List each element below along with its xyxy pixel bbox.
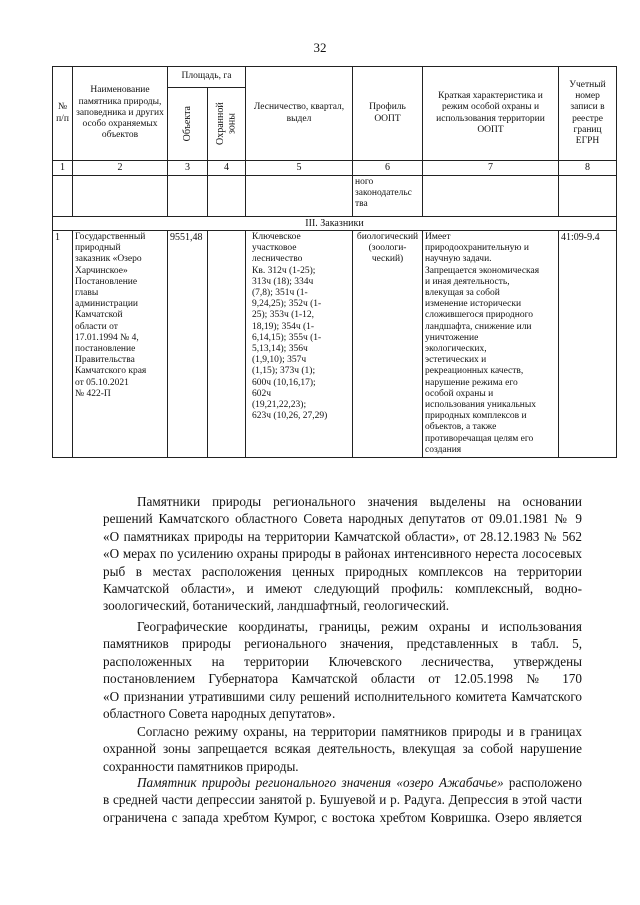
- row-forestry-line: (1,9,10); 357ч: [252, 355, 307, 366]
- row-name-line: Государственный: [75, 232, 146, 242]
- col-num: 1: [53, 161, 73, 176]
- paragraph-line: решений Камчатского областного Совета народных депутатов от 09.01.1981 № 9: [103, 511, 582, 527]
- col-num: 8: [559, 161, 617, 176]
- col-num: 2: [73, 161, 168, 176]
- section-title: III. Заказники: [53, 216, 617, 231]
- paragraph-line: «О мерах по усилению охраны природы в районах интенсивного нереста лососевых: [103, 546, 582, 562]
- row-name-line: природный: [75, 243, 121, 254]
- row-forestry-line: участковое: [252, 243, 297, 254]
- row-description-line: особой охраны и: [425, 388, 494, 399]
- row-forestry-line: (19,21,22,23);: [252, 400, 307, 411]
- paragraph-line: зоологический, ботанический, ландшафтный, геологический.: [103, 598, 450, 614]
- header-egrn: Учетный номер записи в реестре границ ЕГРН: [559, 67, 617, 161]
- row-description-line: нарушение режима его: [425, 377, 518, 388]
- paragraph-line: Географические координаты, границы, режим охраны и использования: [137, 619, 582, 634]
- row-description-line: создания: [425, 444, 462, 455]
- row-description-line: рекреационных качеств,: [425, 366, 524, 377]
- paragraph-3: [103, 723, 582, 775]
- row-name-line: постановление: [75, 344, 136, 355]
- row-name-line: № 422-П: [75, 388, 111, 399]
- paragraph-line: областного Совета народных депутатов».: [103, 706, 336, 722]
- row-profile-line: (зоологи-: [368, 243, 407, 254]
- row-description-line: и иная деятельность,: [425, 276, 510, 287]
- paragraph-1: [103, 493, 582, 615]
- column-number-row: [53, 161, 617, 176]
- row-area-object: 9551,48: [168, 231, 208, 458]
- row-forestry-line: Кв. 312ч (1-25);: [252, 265, 316, 276]
- row-name-line: главы: [75, 288, 99, 299]
- row-forestry-line: 5,13,14); 356ч: [252, 344, 308, 355]
- row-forestry-line: (7,8); 351ч (1-: [252, 288, 308, 299]
- header-area-object: Объекта: [168, 88, 208, 161]
- paragraph-line: Согласно режиму охраны, на территории памятников природы и в границах: [137, 724, 582, 739]
- row-name-line: Постановление: [75, 276, 138, 287]
- row-forestry-line: 18,19); 354ч (1-: [252, 321, 315, 332]
- paragraph-line: расположенных на территории Ключевского лесничества, утверждены: [103, 653, 582, 669]
- row-egrn: 41:09-9.4: [559, 231, 617, 458]
- col-num: 7: [423, 161, 559, 176]
- paragraph-4: [103, 774, 582, 826]
- row-description-line: эстетических и: [425, 355, 487, 366]
- row-forestry-line: 600ч (10,16,17);: [252, 377, 316, 388]
- row-name-line: 17.01.1994 № 4,: [75, 332, 139, 343]
- row-name-line: Правительства: [75, 355, 135, 366]
- paragraph-line: охранной зоны запрещается всякая деятельность, влекущая за собой нарушение: [103, 741, 582, 757]
- row-description-line: изменение исторически: [425, 299, 522, 310]
- table-header-row: [53, 67, 617, 88]
- paragraph-4-first-line: Памятник природы регионального значения «озеро Ажабачье» расположено: [137, 775, 582, 790]
- paragraph-2: [103, 618, 582, 722]
- paragraph-line: сохранности памятников природы.: [103, 758, 299, 774]
- header-name: Наименование памятника природы, заповедника и других особо охраняемых объектов: [73, 67, 168, 161]
- header-num: № п/п: [53, 67, 73, 161]
- table-row: [53, 231, 617, 458]
- paragraph-line: в средней части депрессии занятой р. Бушуевой и р. Радуга. Депрессия в этой части: [103, 792, 582, 808]
- header-description: Краткая характеристика и режим особой охраны и использования территории ООПТ: [423, 67, 559, 161]
- row-profile: [353, 231, 423, 458]
- row-forestry-line: Ключевское: [252, 232, 301, 242]
- paragraph-line: Памятники природы регионального значения выделены на основании: [137, 494, 582, 509]
- col-num: 4: [208, 161, 246, 176]
- row-forestry-line: 623ч (10,26, 27,29): [252, 411, 328, 422]
- continuation-row: [53, 175, 617, 216]
- row-num: 1: [53, 231, 73, 458]
- paragraph-line: рыб в местах расположения ценных природных комплексов на территории: [103, 563, 582, 579]
- paragraph-line: Камчатской области», и имеют следующий профиль: комплексный, водно-: [103, 581, 582, 597]
- row-name-line: Харчинское»: [75, 265, 128, 276]
- col-num: 6: [353, 161, 423, 176]
- header-profile: Профиль ООПТ: [353, 67, 423, 161]
- paragraph-line: постановлением Губернатора Камчатской области от 12.05.1998 № 170: [103, 671, 582, 687]
- row-name-line: Камчатского края: [75, 366, 147, 377]
- header-area-zone: Охранной зоны: [208, 88, 246, 161]
- row-name-line: области от: [75, 321, 118, 332]
- col-num: 3: [168, 161, 208, 176]
- protected-areas-table: [52, 66, 617, 458]
- row-description-line: ландшафта, снижение или: [425, 321, 532, 332]
- row-description-line: уничтожение: [425, 332, 479, 343]
- paragraph-line: «О памятниках природы на территории Камчатской области», от 28.12.1983 № 562: [103, 528, 582, 544]
- row-description-line: экологических,: [425, 344, 487, 355]
- row-name-line: от 05.10.2021: [75, 377, 129, 388]
- paragraph-line: «О признании утратившими силу решений исполнительного комитета Камчатского: [103, 688, 582, 704]
- row-forestry-line: 25); 353ч (1-12,: [252, 310, 315, 321]
- row-description-line: природных комплексов и: [425, 411, 527, 422]
- row-forestry-line: лесничество: [252, 254, 303, 265]
- paragraph-line: памятников природы регионального значения, представленных в табл. 5,: [103, 636, 582, 652]
- row-description-line: Имеет: [425, 232, 451, 242]
- section-row: [53, 216, 617, 231]
- row-description-line: сложившегося природного: [425, 310, 533, 321]
- row-description-line: научную задачи.: [425, 254, 492, 265]
- row-forestry-line: (1,15); 373ч (1);: [252, 366, 316, 377]
- continuation-text: ного законодательс тва: [353, 175, 423, 216]
- row-name: [73, 231, 168, 458]
- row-name-line: администрации: [75, 299, 139, 310]
- row-forestry: [246, 231, 353, 458]
- paragraph-line: ограничена с запада хребтом Кумрог, с востока хребтом Ковришка. Озеро является: [103, 809, 582, 825]
- header-forestry: Лесничество, квартал, выдел: [246, 67, 353, 161]
- row-forestry-line: 313ч (18); 334ч: [252, 276, 314, 287]
- row-name-line: заказник «Озеро: [75, 254, 142, 265]
- row-description-line: объектов, а также: [425, 422, 497, 433]
- row-description-line: использования уникальных: [425, 400, 537, 411]
- row-description: [423, 231, 559, 458]
- page-number: 32: [313, 40, 327, 55]
- row-forestry-line: 6,14,15); 355ч (1-: [252, 332, 322, 343]
- row-forestry-line: 602ч: [252, 388, 272, 399]
- row-area-zone: [208, 231, 246, 458]
- col-num: 5: [246, 161, 353, 176]
- row-description-line: противоречащая целям его: [425, 433, 534, 444]
- row-profile-line: ческий): [371, 254, 404, 265]
- row-description-line: Запрещается экономическая: [425, 265, 540, 276]
- row-description-line: природоохранительную и: [425, 243, 529, 254]
- header-area: Площадь, га: [168, 67, 246, 88]
- row-name-line: Камчатской: [75, 310, 123, 321]
- row-forestry-line: 9,24,25); 352ч (1-: [252, 299, 322, 310]
- row-description-line: влекущая за собой: [425, 288, 500, 299]
- row-profile-line: биологический: [356, 232, 419, 242]
